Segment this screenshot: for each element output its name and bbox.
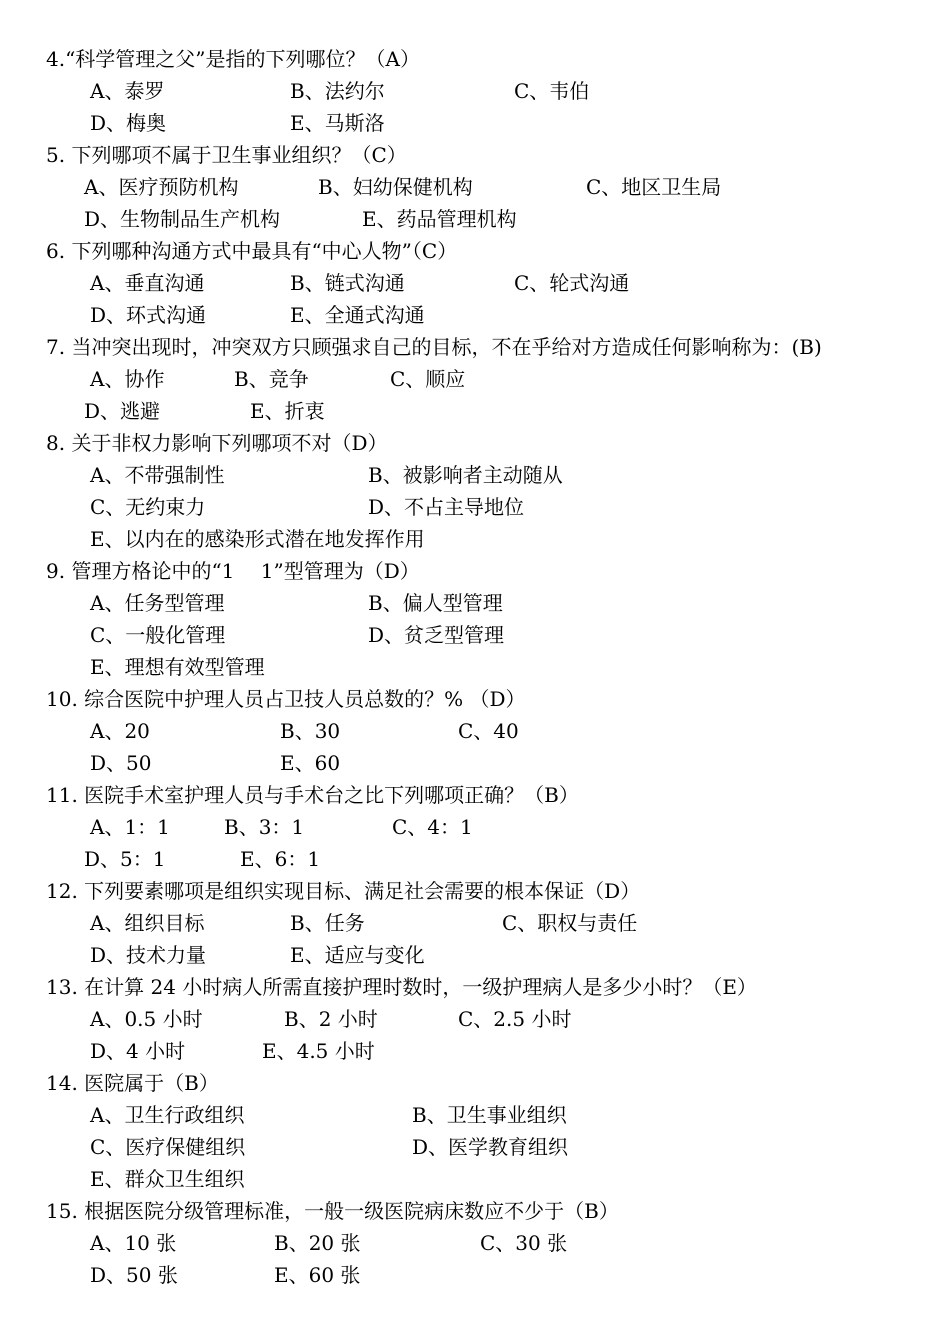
option: A、任务型管理 bbox=[90, 591, 225, 615]
option: D、5：1 bbox=[84, 847, 166, 871]
question-stem: 9. 管理方格论中的“1 1”型管理为（D） bbox=[46, 559, 420, 583]
option: C、一般化管理 bbox=[90, 623, 226, 647]
option: D、50 张 bbox=[90, 1263, 178, 1287]
option: A、20 bbox=[90, 719, 150, 743]
option: B、30 bbox=[280, 719, 341, 743]
question-stem: 14. 医院属于（B） bbox=[46, 1071, 219, 1095]
question-stem: 10. 综合医院中护理人员占卫技人员总数的？% （D） bbox=[46, 687, 526, 711]
question-stem: 15. 根据医院分级管理标准，一般一级医院病床数应不少于（B） bbox=[46, 1199, 619, 1223]
option: C、地区卫生局 bbox=[586, 175, 722, 199]
option: D、不占主导地位 bbox=[368, 495, 525, 519]
option: A、卫生行政组织 bbox=[90, 1103, 245, 1127]
option: E、6：1 bbox=[240, 847, 321, 871]
option: A、医疗预防机构 bbox=[84, 175, 239, 199]
option: A、1：1 bbox=[90, 815, 170, 839]
option: C、40 bbox=[458, 719, 519, 743]
option: A、0.5 小时 bbox=[90, 1007, 203, 1031]
option: D、生物制品生产机构 bbox=[84, 207, 281, 231]
option: A、不带强制性 bbox=[90, 463, 225, 487]
option: E、60 张 bbox=[274, 1263, 361, 1287]
option: E、折衷 bbox=[250, 399, 325, 423]
option: D、医学教育组织 bbox=[412, 1135, 569, 1159]
option: C、4：1 bbox=[392, 815, 473, 839]
option: B、2 小时 bbox=[284, 1007, 378, 1031]
option: B、任务 bbox=[290, 911, 365, 935]
option: D、技术力量 bbox=[90, 943, 207, 967]
option: C、2.5 小时 bbox=[458, 1007, 572, 1031]
option: C、30 张 bbox=[480, 1231, 568, 1255]
option: C、韦伯 bbox=[514, 79, 590, 103]
option: D、逃避 bbox=[84, 399, 161, 423]
option: C、顺应 bbox=[390, 367, 466, 391]
question-stem: 11. 医院手术室护理人员与手术台之比下列哪项正确？（B） bbox=[46, 783, 579, 807]
question-stem: 6. 下列哪种沟通方式中最具有“中心人物”（C） bbox=[46, 239, 458, 263]
option: B、3：1 bbox=[224, 815, 305, 839]
option: B、法约尔 bbox=[290, 79, 385, 103]
option: B、卫生事业组织 bbox=[412, 1103, 567, 1127]
option: D、梅奥 bbox=[90, 111, 167, 135]
option: E、药品管理机构 bbox=[362, 207, 517, 231]
option: E、理想有效型管理 bbox=[90, 655, 265, 679]
option: B、被影响者主动随从 bbox=[368, 463, 563, 487]
option: C、职权与责任 bbox=[502, 911, 638, 935]
option: E、以内在的感染形式潜在地发挥作用 bbox=[90, 527, 425, 551]
question-stem: 7. 当冲突出现时，冲突双方只顾强求自己的目标，不在乎给对方造成任何影响称为：(B) bbox=[46, 335, 822, 359]
option: D、环式沟通 bbox=[90, 303, 207, 327]
option: B、竞争 bbox=[234, 367, 309, 391]
option: A、垂直沟通 bbox=[90, 271, 205, 295]
option: D、4 小时 bbox=[90, 1039, 186, 1063]
option: A、泰罗 bbox=[90, 79, 165, 103]
option: D、贫乏型管理 bbox=[368, 623, 505, 647]
question-stem: 13. 在计算 24 小时病人所需直接护理时数时，一级护理病人是多少小时？（E） bbox=[46, 975, 757, 999]
option: E、马斯洛 bbox=[290, 111, 385, 135]
option: C、无约束力 bbox=[90, 495, 206, 519]
question-stem: 5. 下列哪项不属于卫生事业组织？（C） bbox=[46, 143, 407, 167]
option: A、协作 bbox=[90, 367, 165, 391]
option: E、适应与变化 bbox=[290, 943, 425, 967]
option: B、偏人型管理 bbox=[368, 591, 503, 615]
option: B、妇幼保健机构 bbox=[318, 175, 473, 199]
option: E、群众卫生组织 bbox=[90, 1167, 245, 1191]
option: E、全通式沟通 bbox=[290, 303, 425, 327]
option: B、20 张 bbox=[274, 1231, 361, 1255]
option: E、4.5 小时 bbox=[262, 1039, 375, 1063]
question-stem: 8. 关于非权力影响下列哪项不对（D） bbox=[46, 431, 388, 455]
option: C、轮式沟通 bbox=[514, 271, 630, 295]
option: D、50 bbox=[90, 751, 152, 775]
question-stem: 12. 下列要素哪项是组织实现目标、满足社会需要的根本保证（D） bbox=[46, 879, 641, 903]
question-stem: 4.“科学管理之父”是指的下列哪位？（A） bbox=[46, 47, 420, 71]
option: C、医疗保健组织 bbox=[90, 1135, 246, 1159]
option: A、组织目标 bbox=[90, 911, 205, 935]
option: B、链式沟通 bbox=[290, 271, 405, 295]
option: E、60 bbox=[280, 751, 341, 775]
option: A、10 张 bbox=[90, 1231, 177, 1255]
